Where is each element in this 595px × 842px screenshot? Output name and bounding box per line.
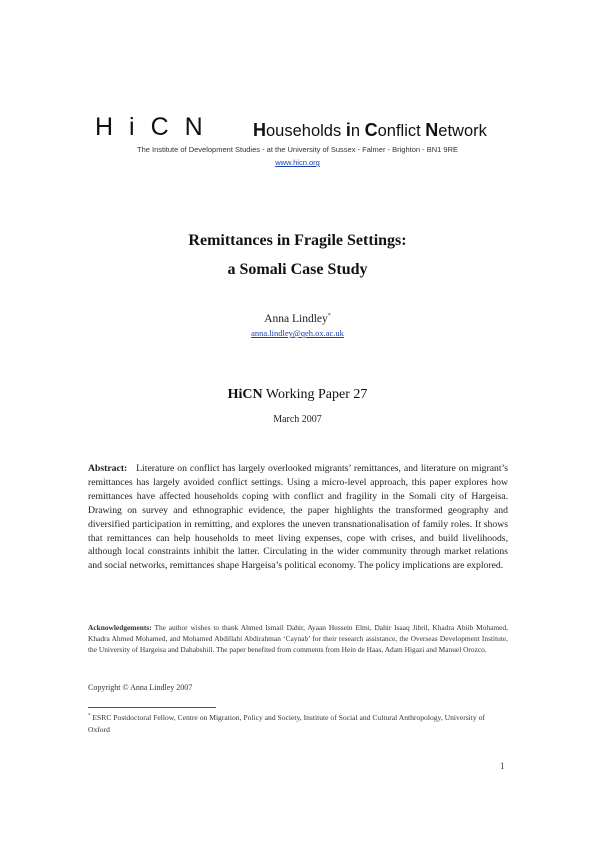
author [0, 313, 595, 325]
footnote-text: ESRC Postdoctoral Fellow, Centre on Migration, Policy and Society, Institute of Social and Cultural Anthropology, University of Oxford [88, 713, 485, 734]
author-footnote-mark: * [327, 313, 331, 320]
publication-date: March 2007 [273, 414, 322, 425]
name-initial-n: N [425, 120, 439, 140]
website-link[interactable]: www.hicn.org [275, 158, 320, 167]
series-name: HiCN [227, 387, 263, 402]
acknowledgements-text: The author wishes to thank Ahmed Ismail Dahir, Ayaan Hussein Elmi, Dahir Isaaq Jibril, Khadra Abiib Mohamed, Khadra Ahmed Mohamed, and Mohamed Abdillahi Abdirahman ‘Caynab’ for their research assistance, the Overseas Development Institute, the University of Hargeisa and Dahabshiil. The paper benefited from comments from Hein de Haas, Adam Higazi and Manuel Orozco. [88, 623, 508, 654]
footnote-divider [88, 707, 216, 708]
abstract [88, 462, 508, 573]
institute-address: The Institute of Development Studies - at the University of Sussex - Falmer - Brighton - BN1 9RE [137, 145, 458, 154]
working-paper-series [0, 387, 595, 403]
author-name: Anna Lindley [264, 313, 328, 325]
footnote [88, 712, 508, 735]
name-rest-c: onflict [377, 122, 426, 140]
acknowledgements [88, 622, 508, 655]
abstract-label: Abstract: [88, 463, 128, 474]
paper-title-line1: Remittances in Fragile Settings: [188, 232, 407, 249]
website-link-wrap [0, 158, 595, 167]
paper-title-line2: a Somali Case Study [227, 261, 368, 278]
footnote-mark: * [88, 713, 91, 719]
name-rest-i: n [350, 122, 365, 140]
copyright: Copyright © Anna Lindley 2007 [88, 683, 193, 692]
author-email-wrap [0, 328, 595, 338]
name-initial-c: C [364, 120, 378, 140]
acknowledgements-label: Acknowledgements: [88, 623, 152, 632]
page-number: 1 [500, 761, 505, 771]
name-initial-h: H [253, 120, 266, 140]
name-rest-n: etwork [438, 122, 487, 140]
name-initial-i: i [345, 120, 351, 140]
abstract-text: Literature on conflict has largely overlooked migrants’ remittances, and literature on migrant’s remittances has largely avoided conflict settings. Using a micro-level approach, this paper explores how remittances have affected households coping with conflict and fragility in the Somali city of Hargeisa. Drawing on survey and ethnographic evidence, the paper highlights the transformed geography and diversified participation in remitting, and explores the uneven transnationalisation of family roles. It shows that remittances can help households to meet living expenses, cope with crises, and build livelihoods, although local constraints inhibit the latter. Circulating in the wider community through market relations and social networks, remittances shape Hargeisa’s political economy. The policy implications are explored. [88, 463, 508, 572]
name-rest-h: ouseholds [266, 122, 346, 140]
author-email-link[interactable]: anna.lindley@qeh.ox.ac.uk [251, 328, 344, 338]
hicn-logo-letters: HiCN [95, 113, 219, 141]
network-name [253, 120, 487, 141]
series-number: Working Paper 27 [262, 387, 368, 402]
